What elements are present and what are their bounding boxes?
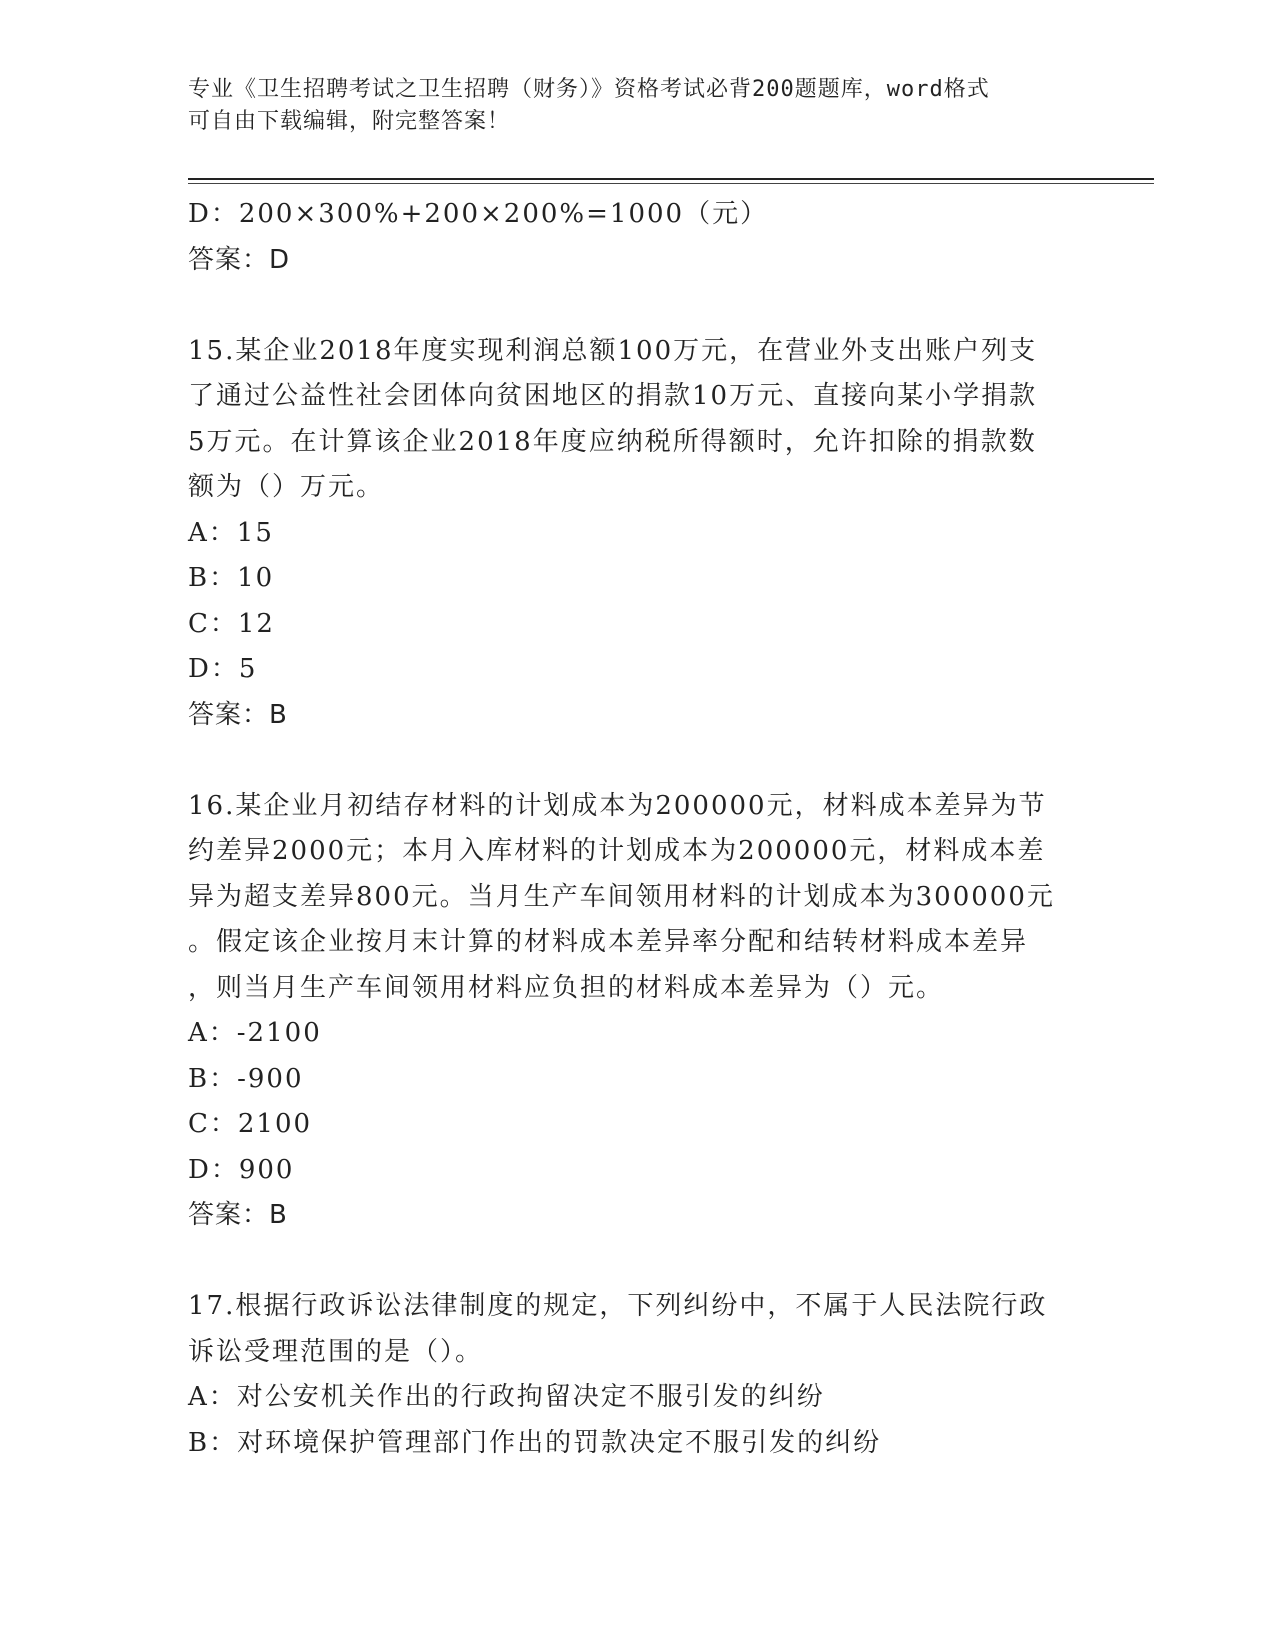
question-content [188,192,1088,1466]
question-stem-line: 。假定该企业按月末计算的材料成本差异率分配和结转材料成本差异 [188,927,1029,957]
option-d: D：200×300%+200×200%=1000（元） [188,199,769,229]
spacer [188,283,1088,329]
option-b: B：10 [188,563,275,593]
question-stem-line: 17.根据行政诉讼法律制度的规定，下列纠纷中，不属于人民法院行政 [188,1291,1048,1321]
question-stem-line: 15.某企业2018年度实现利润总额100万元，在营业外支出账户列支 [188,335,1038,366]
spacer [188,1239,1088,1285]
option-b: B：-900 [188,1063,304,1094]
spacer [188,738,1088,784]
question-stem-line: 额为（）万元。 [188,472,385,502]
answer-line: 答案：B [188,1200,288,1230]
document-header [188,74,1088,138]
question-15 [188,329,1088,739]
question-stem-line: 16.某企业月初结存材料的计划成本为200000元，材料成本差异为节 [188,790,1047,821]
question-stem-line: ，则当月生产车间领用材料应负担的材料成本差异为（）元。 [188,972,945,1003]
question-16 [188,784,1088,1239]
question-stem-line: 异为超支差异800元。当月生产车间领用材料的计划成本为300000元 [188,881,1055,912]
answer-line: 答案：B [188,699,288,730]
header-divider-thin [188,183,1154,184]
question-stem-line: 5万元。在计算该企业2018年度应纳税所得额时，允许扣除的捐款数 [188,426,1037,457]
option-a: A：15 [188,517,274,548]
option-b: B：对环境保护管理部门作出的罚款决定不服引发的纠纷 [188,1427,882,1458]
option-c: C：12 [188,608,275,639]
option-a: A：对公安机关作出的行政拘留决定不服引发的纠纷 [188,1382,825,1412]
option-a: A：-2100 [188,1018,322,1048]
option-d: D：5 [188,654,258,684]
question-stem-line: 了通过公益性社会团体向贫困地区的捐款10万元、直接向某小学捐款 [188,381,1038,411]
question-stem-line: 诉讼受理范围的是（）。 [188,1336,484,1367]
previous-question-tail [188,192,1088,283]
question-stem-line: 约差异2000元；本月入库材料的计划成本为200000元，材料成本差 [188,836,1046,866]
header-title-line-2: 可自由下载编辑，附完整答案！ [188,109,511,134]
header-title-line-1: 专业《卫生招聘考试之卫生招聘（财务）》资格考试必背200题题库，word格式 [188,77,990,102]
answer-line: 答案：D [188,244,291,275]
question-17 [188,1284,1088,1466]
option-d: D：900 [188,1154,295,1185]
header-divider-thick [188,178,1154,180]
option-c: C：2100 [188,1109,313,1139]
